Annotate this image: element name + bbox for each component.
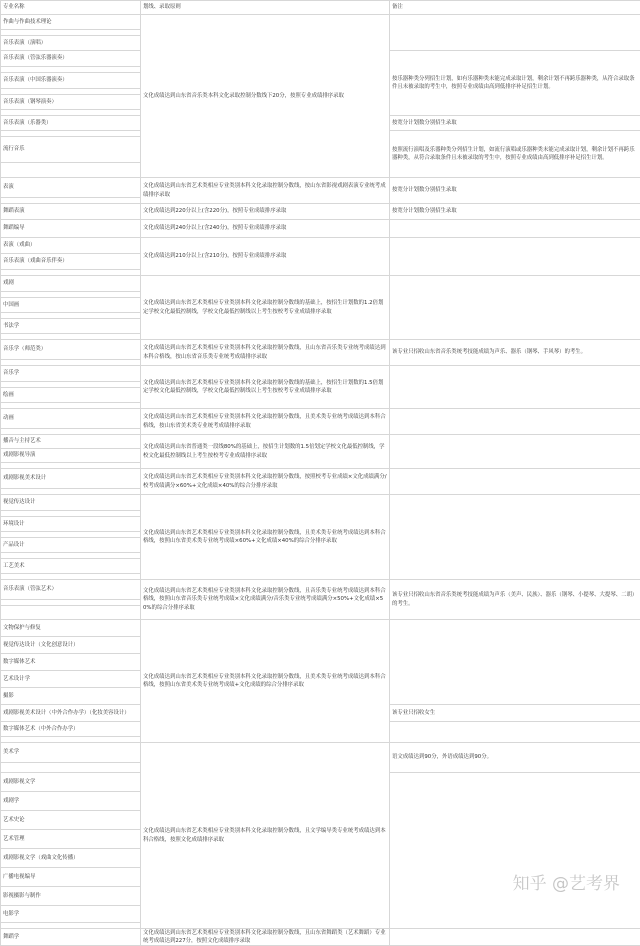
table-row	[1, 580, 640, 600]
major-name: 舞蹈学	[1, 929, 141, 946]
watermark: 知乎 @艺考界	[513, 869, 620, 894]
admission-rule: 文化成绩达到山东省艺术类相应专业类别本科文化录取控制分数线，且美术类专业统考成绩达到本科合格线，按照山东省美术类专业统考成绩+文化成绩的综合分排序录取	[141, 620, 390, 743]
note-cell: 该专业只招收山东省音乐类统考技能成绩为声乐（美声、民族）、器乐（钢琴、小提琴、大提琴、二胡）的考生。	[390, 580, 640, 620]
note-cell: 按宽分计划数分别招生录取	[390, 116, 640, 131]
admission-rule: 文化成绩达到山东省音乐类本科文化录取控制分数线下20分，按照专业成绩排序录取	[141, 15, 390, 178]
major-name: 音乐表演（乐器类）	[1, 116, 141, 131]
major-name: 播音与主持艺术	[1, 435, 141, 449]
table-header-row	[1, 1, 640, 15]
major-name	[1, 163, 141, 178]
table-row	[1, 409, 640, 429]
admission-rule: 文化成绩达到山东省艺术类相应专业类别本科文化录取控制分数线，且文学编导类专业统考成绩达到本科合格线，按照文化成绩排序录取	[141, 743, 390, 929]
note-cell: 该专业只招收女生	[390, 705, 640, 722]
table-row	[1, 469, 640, 489]
major-name: 数字媒体艺术（中外合作办学）	[1, 722, 141, 737]
major-name: 表演	[1, 178, 141, 198]
major-name: 艺术管理	[1, 830, 141, 849]
major-name: 戏剧影视文学（戏曲文化传播）	[1, 849, 141, 868]
table-row	[1, 15, 640, 30]
note-cell	[390, 773, 640, 929]
major-name: 戏剧影视美术设计（中外合作办学）（化妆美容设计）	[1, 705, 141, 722]
table-row	[1, 238, 640, 254]
major-name: 音乐学（师范类）	[1, 340, 141, 360]
major-name: 环境设计	[1, 517, 141, 532]
major-name: 视觉传达设计（文化创意设计）	[1, 637, 141, 654]
header-admission-rule: 划线、录取原则	[141, 1, 390, 15]
major-name	[1, 606, 141, 620]
major-name: 戏剧影视文学	[1, 773, 141, 792]
note-cell	[390, 15, 640, 51]
major-name: 绘画	[1, 388, 141, 403]
admission-rule: 文化成绩达到山东省普通类一段线80%的基础上，按招生计划数的1.5倍划定学校文化最低控制线，学校文化最低控制线以上考生按校考专业成绩排序录取	[141, 435, 390, 469]
major-name: 艺术史论	[1, 811, 141, 830]
table-row	[1, 929, 640, 946]
table-row	[1, 178, 640, 198]
header-major-name: 专业名称	[1, 1, 141, 15]
major-name: 动画	[1, 409, 141, 429]
major-name: 摄影	[1, 688, 141, 705]
major-name: 戏剧影视美术设计	[1, 469, 141, 489]
major-name: 戏剧	[1, 276, 141, 292]
note-cell	[390, 620, 640, 705]
table-row	[1, 620, 640, 637]
major-name: 戏剧影视导演	[1, 449, 141, 463]
note-cell: 该专业只招收山东省音乐类统考技能成绩为声乐、器乐（钢琴、手风琴）的考生。	[390, 340, 640, 366]
header-note: 备注	[390, 1, 640, 15]
note-cell	[390, 238, 640, 276]
major-name: 戏剧学	[1, 792, 141, 811]
admission-rule: 文化成绩达到240分以上(含240分)，按照专业成绩排序录取	[141, 220, 390, 238]
admission-rule: 文化成绩达到山东省艺术类相应专业类别本科文化录取控制分数线，且山东省音乐类专业统考成绩达到本科合格线，按山东省音乐类专业统考成绩排序录取	[141, 340, 390, 366]
table-row	[1, 366, 640, 382]
note-cell	[390, 929, 640, 946]
major-name: 数字媒体艺术	[1, 654, 141, 671]
major-name: 作曲与作曲技术理论	[1, 15, 141, 30]
table-row	[1, 435, 640, 449]
note-cell	[390, 409, 640, 435]
major-name: 中国画	[1, 298, 141, 313]
note-cell: 按宽分计划数分别招生录取	[390, 204, 640, 220]
major-name: 舞蹈表演	[1, 204, 141, 220]
note-cell	[390, 469, 640, 495]
admission-rule: 文化成绩达到山东省艺术类相应专业类别本科文化录取控制分数线的基础上，按招生计划数的1.5倍划定学校文化最低控制线，学校文化最低控制线以上考生按校考专业成绩排序录取	[141, 366, 390, 409]
note-cell	[390, 722, 640, 743]
major-name	[1, 763, 141, 773]
table-row	[1, 220, 640, 238]
admission-rule: 文化成绩达到山东省艺术类相应专业类别本科文化录取控制分数线，且美术类专业统考成绩达到本科合格线，按照山东省美术类专业统考成绩×60%+文化成绩×40%的综合分排序录取	[141, 495, 390, 580]
major-name: 艺术设计学	[1, 671, 141, 688]
major-name: 音乐表演（管弦乐器演奏）	[1, 51, 141, 67]
note-cell: 按乐器种类分列招生计划，如有乐器种类未能完成录取计划，剩余计划不再跨乐器种类，从符合录取条件且未被录取的考生中，按照专业成绩由高到低排序补足招生计划。	[390, 51, 640, 116]
table-row	[1, 276, 640, 292]
major-name: 音乐表演（管弦艺术）	[1, 580, 141, 600]
note-cell	[390, 366, 640, 409]
note-cell	[390, 435, 640, 469]
table-row	[1, 495, 640, 511]
note-cell: 语文成绩达到90分，外语成绩达到90分。	[390, 743, 640, 773]
table-row	[1, 743, 640, 763]
major-name: 文物保护与修复	[1, 620, 141, 637]
admission-rule: 文化成绩达到210分以上(含210分)，按照专业成绩排序录取	[141, 238, 390, 276]
major-name: 书法学	[1, 319, 141, 334]
admission-rule: 文化成绩达到山东省艺术类相应专业类别本科文化录取控制分数线的基础上，按招生计划数的1.2倍划定学校文化最低控制线，学校文化最低控制线以上考生按校考专业成绩排序录取	[141, 276, 390, 340]
major-name: 音乐表演（演唱）	[1, 36, 141, 51]
table-row	[1, 204, 640, 220]
major-name: 工艺美术	[1, 559, 141, 574]
admission-rule: 文化成绩达到220分以上(含220分)，按照专业成绩排序录取	[141, 204, 390, 220]
admission-rule: 文化成绩达到山东省艺术类相应专业类别本科文化录取控制分数线，且音乐类专业统考成绩达到本科合格线，按照山东省音乐类专业统考成绩×文化成绩满分/音乐类专业统考成绩满分×50%+文化成绩×50%的综合分排序录取	[141, 580, 390, 620]
major-name: 音乐学	[1, 366, 141, 382]
major-name: 视觉传达设计	[1, 495, 141, 511]
note-cell: 按照流行演唱及乐器种类分列招生计划，如流行演唱或乐器种类未能完成录取计划，剩余计划不再跨乐器种类，从符合录取条件且未被录取的考生中，按照专业成绩由高到低排序补足招生计划。	[390, 131, 640, 178]
admission-rule: 文化成绩达到山东省艺术类相应专业类别本科文化录取控制分数线，且山东省舞蹈类（艺术舞蹈）专业统考成绩达到227分，按照文化成绩排序录取	[141, 929, 390, 946]
note-cell	[390, 495, 640, 580]
major-name: 影视摄影与制作	[1, 887, 141, 906]
major-name: 流行音乐	[1, 137, 141, 163]
admission-rule: 文化成绩达到山东省艺术类相应专业类别本科文化录取控制分数线，按山东省影视戏剧表演专业统考成绩排序录取	[141, 178, 390, 204]
table-row	[1, 340, 640, 360]
major-name: 音乐表演（中国乐器演奏）	[1, 73, 141, 89]
admission-rule: 文化成绩达到山东省艺术类相应专业类别本科文化录取控制分数线，且美术类专业统考成绩达到本科合格线，按山东省美术类专业统考成绩排序录取	[141, 409, 390, 435]
major-name: 音乐表演（戏曲音乐伴奏）	[1, 254, 141, 270]
admission-rule: 文化成绩达到山东省艺术类相应专业类别本科文化录取控制分数线，按照校考专业成绩×文化成绩满分/校考成绩满分×60%+文化成绩×40%的综合分排序录取	[141, 469, 390, 495]
major-name: 舞蹈编导	[1, 220, 141, 238]
note-cell	[390, 220, 640, 238]
major-name: 表演（戏曲）	[1, 238, 141, 254]
major-name: 美术学	[1, 743, 141, 763]
major-name: 电影学	[1, 906, 141, 923]
note-cell: 按宽分计划数分别招生录取	[390, 178, 640, 204]
major-name: 音乐表演（钢琴演奏）	[1, 95, 141, 110]
major-name: 产品设计	[1, 538, 141, 553]
note-cell	[390, 276, 640, 340]
major-name: 广播电视编导	[1, 868, 141, 887]
